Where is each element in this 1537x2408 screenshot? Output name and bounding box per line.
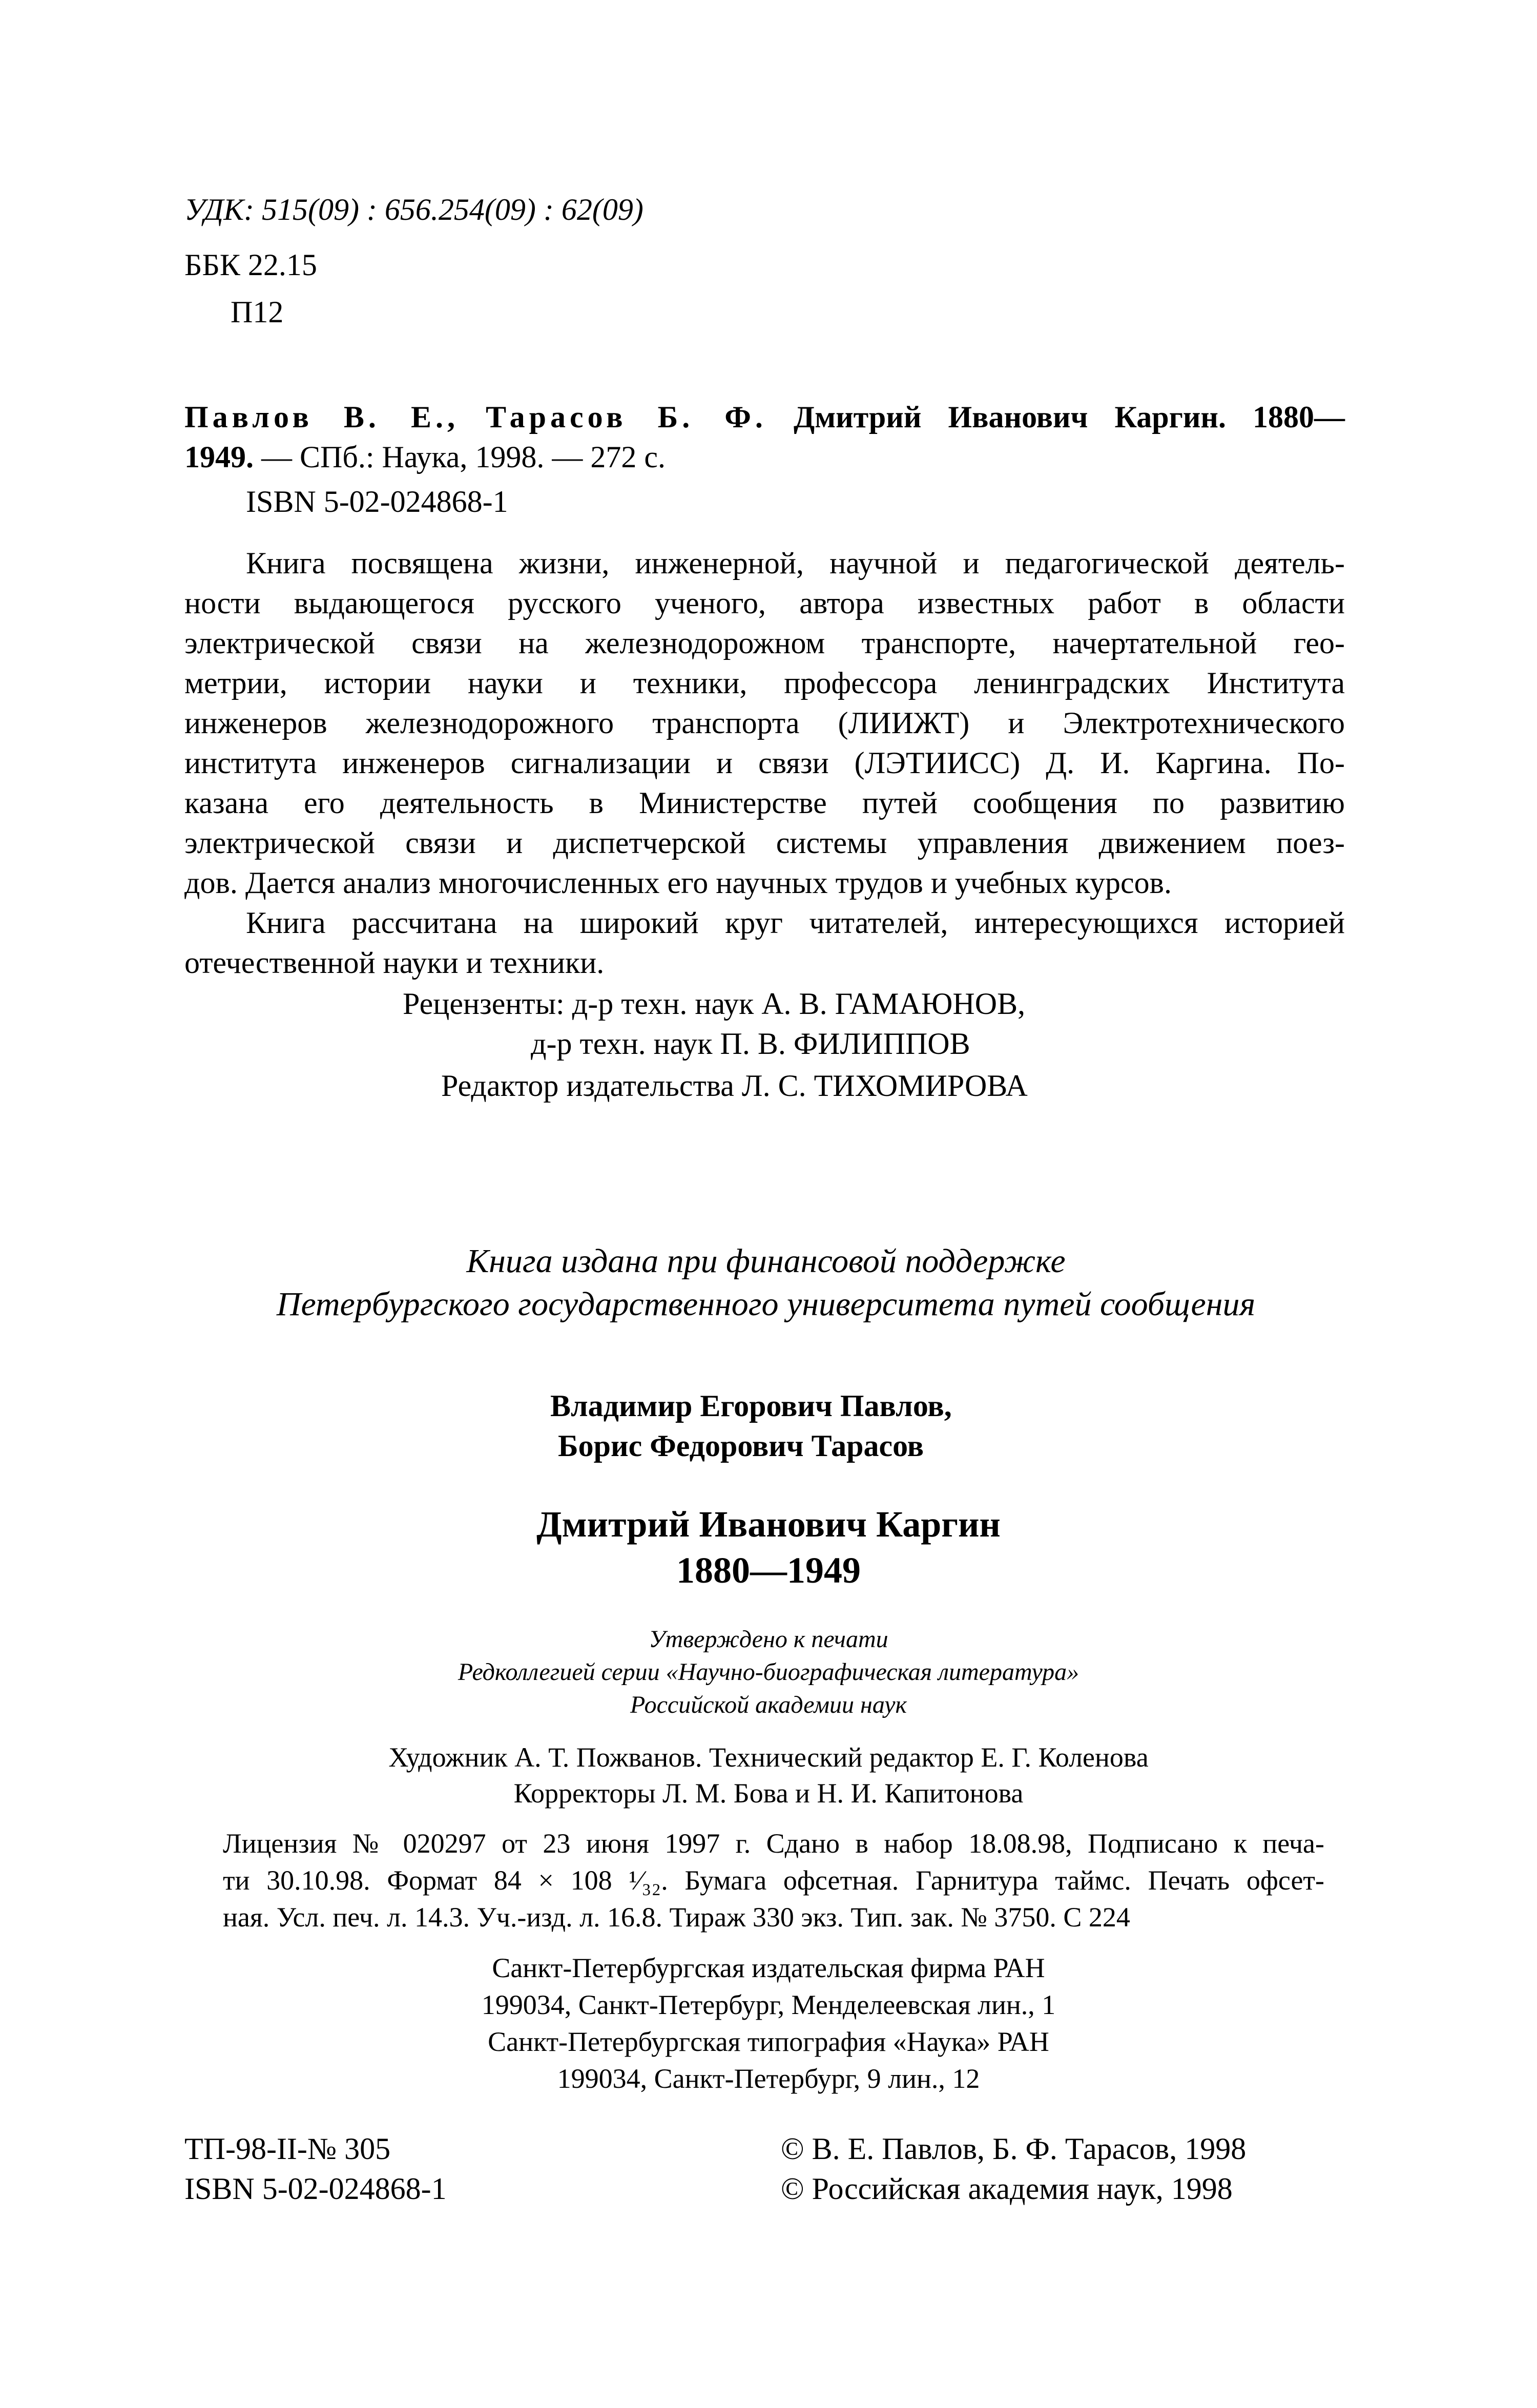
abstract-line: электрической связи и диспетчерской системы управления движением поез- xyxy=(184,826,1345,860)
support-note xyxy=(0,1240,1532,1326)
reviewer-line: Рецензенты: д-р техн. наук А. В. ГАМАЮНОВ, xyxy=(403,987,1026,1021)
abstract-line: Книга посвящена жизни, инженерной, научной и педагогической деятель- xyxy=(246,546,1345,580)
approved-line: Редколлегией серии «Научно-биографическая литература» xyxy=(458,1658,1079,1686)
approved-line: Утверждено к печати xyxy=(649,1626,888,1653)
isbn-bottom: ISBN 5-02-024868-1 xyxy=(184,2172,447,2206)
title-years: 1880—1949 xyxy=(676,1550,861,1591)
publisher-info xyxy=(0,1949,1537,2097)
staff-line: Корректоры Л. М. Бова и Н. И. Капитонова xyxy=(513,1778,1024,1809)
abstract-line: электрической связи на железнодорожном транспорте, начертательной гео- xyxy=(184,626,1345,660)
copyright-line: © В. Е. Павлов, Б. Ф. Тарасов, 1998 xyxy=(781,2132,1247,2166)
reviewer-line: д-р техн. наук П. В. ФИЛИППОВ xyxy=(531,1027,970,1061)
publisher-line: 199034, Санкт-Петербург, Менделеевская лин., 1 xyxy=(481,1989,1056,2020)
staff xyxy=(0,1739,1537,1811)
abstract xyxy=(184,543,1345,983)
support-line: Петербургского государственного университета путей сообщения xyxy=(276,1285,1256,1323)
abstract-line: инженеров железнодорожного транспорта (ЛИИЖТ) и Электротехнического xyxy=(184,706,1345,740)
biblio-title: Дмитрий Иванович Каргин. 1880— xyxy=(793,400,1345,434)
copyright-line: © Российская академия наук, 1998 xyxy=(781,2172,1233,2206)
license-line: ти 30.10.98. Формат 84 × 108 ¹⁄₃₂. Бумага офсетная. Гарнитура таймс. Печать офсет- xyxy=(223,1865,1324,1896)
editor: Редактор издательства Л. С. ТИХОМИРОВА xyxy=(441,1069,1028,1103)
print-code: ТП-98-II-№ 305 xyxy=(184,2132,391,2166)
book-title xyxy=(0,1501,1537,1593)
audience-line: отечественной науки и техники. xyxy=(184,946,605,980)
publisher-line: 199034, Санкт-Петербург, 9 лин., 12 xyxy=(557,2063,980,2094)
abstract-line: ности выдающегося русского ученого, автора известных работ в области xyxy=(184,586,1345,620)
bibliographic-record xyxy=(184,397,1345,477)
publisher-line: Санкт-Петербургская издательская фирма РАН xyxy=(492,1953,1045,1983)
biblio-author-1: Павлов В. Е., xyxy=(184,400,460,434)
udk-code: УДК: 515(09) : 656.254(09) : 62(09) xyxy=(184,193,643,226)
license-line: ная. Усл. печ. л. 14.3. Уч.-изд. л. 16.8. Тираж 330 экз. Тип. зак. № 3750. С 224 xyxy=(223,1902,1130,1933)
reviewers xyxy=(403,984,1025,1064)
audience-line: Книга рассчитана на широкий круг читателей, интересующихся историей xyxy=(246,906,1345,940)
staff-line: Художник А. Т. Пожванов. Технический редактор Е. Г. Коленова xyxy=(388,1742,1149,1773)
approved-note xyxy=(0,1623,1537,1721)
biblio-imprint: — СПб.: Наука, 1998. — 272 с. xyxy=(254,440,666,474)
biblio-years-end: 1949. xyxy=(184,440,254,474)
authors-full xyxy=(550,1386,952,1466)
bbk-code: ББК 22.15 xyxy=(184,248,317,282)
abstract-line: института инженеров сигнализации и связи (ЛЭТИИСС) Д. И. Каргина. По- xyxy=(184,746,1345,780)
abstract-line: казана его деятельность в Министерстве путей сообщения по развитию xyxy=(184,786,1345,820)
biblio-author-2: Тарасов Б. Ф. xyxy=(486,400,767,434)
author-name: Борис Федорович Тарасов xyxy=(558,1429,924,1463)
abstract-line: дов. Дается анализ многочисленных его научных трудов и учебных курсов. xyxy=(184,866,1172,900)
title-line: Дмитрий Иванович Каргин xyxy=(536,1504,1001,1545)
publisher-line: Санкт-Петербургская типография «Наука» РАН xyxy=(488,2026,1049,2057)
copyright xyxy=(781,2129,1246,2209)
footer-left xyxy=(184,2129,447,2209)
support-line: Книга издана при финансовой поддержке xyxy=(466,1242,1066,1280)
approved-line: Российской академии наук xyxy=(630,1691,907,1718)
license-info xyxy=(223,1825,1324,1936)
author-name: Владимир Егорович Павлов, xyxy=(550,1389,952,1423)
isbn-top: ISBN 5-02-024868-1 xyxy=(246,485,508,518)
license-line: Лицензия № 020297 от 23 июня 1997 г. Сдано в набор 18.08.98, Подписано к печа- xyxy=(223,1828,1324,1859)
author-sign: П12 xyxy=(231,295,284,329)
abstract-line: метрии, истории науки и техники, профессора ленинградских Института xyxy=(184,666,1345,700)
